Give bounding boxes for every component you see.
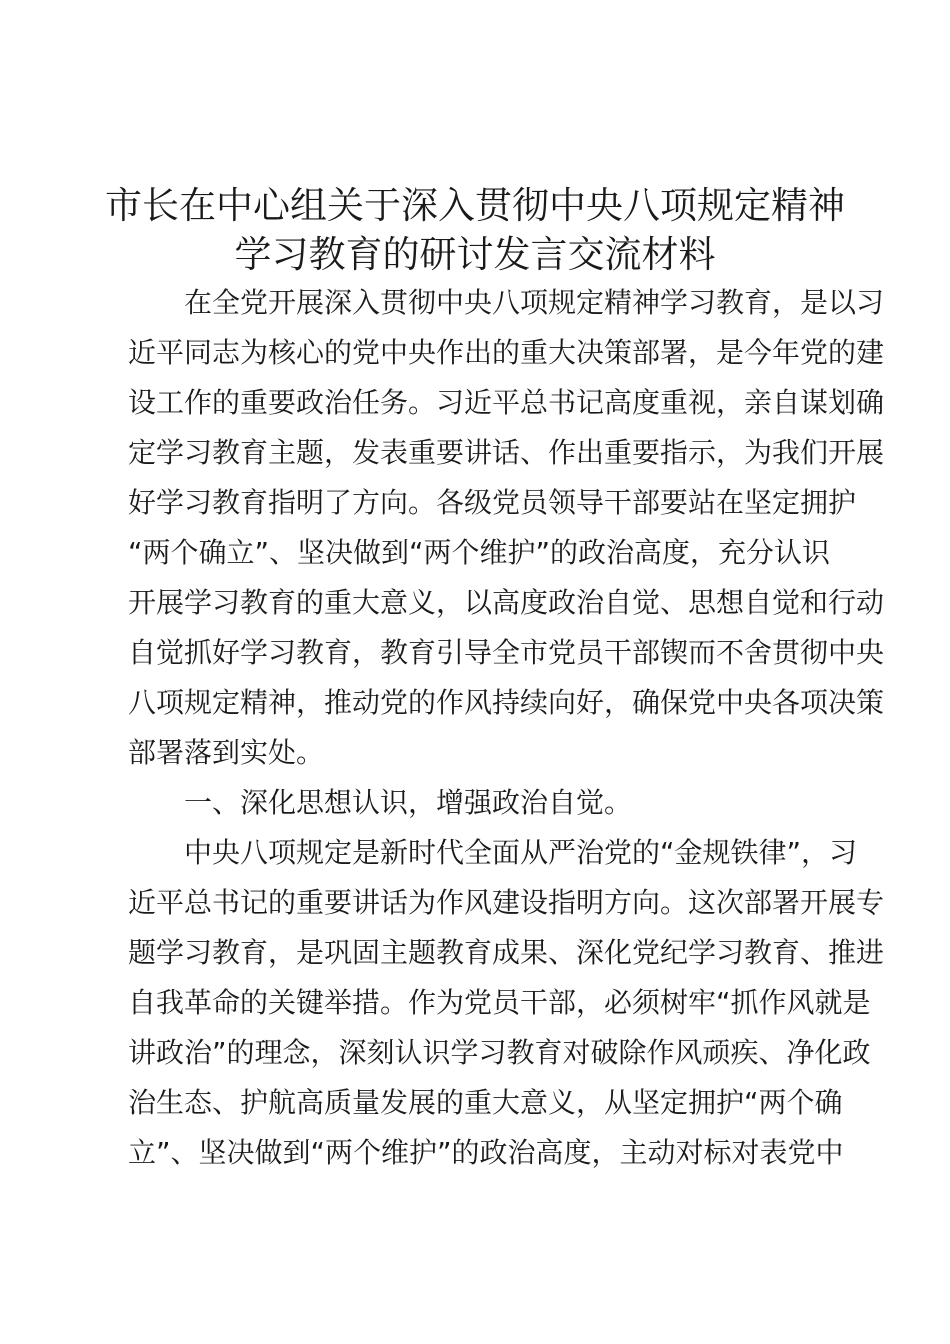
paragraph-2-line: 中央八项规定是新时代全面从严治党的“金规铁律”，习 [184, 836, 858, 869]
paragraph-1-line: 八项规定精神，推动党的作风持续向好，确保党中央各项决策 [128, 686, 885, 719]
paragraph-1-line: 近平同志为核心的党中央作出的重大决策部署，是今年党的建 [128, 336, 885, 369]
paragraph-1-line: 开展学习教育的重大意义，以高度政治自觉、思想自觉和行动 [128, 586, 885, 619]
paragraph-1-line: 设工作的重要政治任务。习近平总书记高度重视，亲自谋划确 [128, 386, 885, 419]
paragraph-2-line: 治生态、护航高质量发展的重大意义，从坚定拥护“两个确 [128, 1086, 843, 1119]
document-title-line-2: 学习教育的研讨发言交流材料 [234, 233, 716, 276]
paragraph-2-line: 题学习教育，是巩固主题教育成果、深化党纪学习教育、推进 [128, 936, 885, 969]
paragraph-2-line: 讲政治”的理念，深刻认识学习教育对破除作风顽疾、净化政 [128, 1036, 871, 1069]
document-title-line-1: 市长在中心组关于深入贯彻中央八项规定精神 [105, 184, 845, 227]
paragraph-1-line: 自觉抓好学习教育，教育引导全市党员干部锲而不舍贯彻中央 [128, 636, 885, 669]
section-heading: 一、深化思想认识，增强政治自觉。 [184, 786, 633, 819]
paragraph-2-line: 自我革命的关键举措。作为党员干部，必须树牢“抓作风就是 [128, 986, 871, 1019]
paragraph-2-line: 近平总书记的重要讲话为作风建设指明方向。这次部署开展专 [128, 886, 885, 919]
paragraph-1-line: 好学习教育指明了方向。各级党员领导干部要站在坚定拥护 [128, 486, 857, 519]
paragraph-2-line: 立”、坚决做到“两个维护”的政治高度，主动对标对表党中 [128, 1136, 844, 1169]
paragraph-1-line: 部署落到实处。 [128, 736, 325, 769]
paragraph-1-line: 在全党开展深入贯彻中央八项规定精神学习教育，是以习 [184, 286, 885, 319]
paragraph-1-line: “两个确立”、坚决做到“两个维护”的政治高度，充分认识 [128, 536, 831, 569]
paragraph-1-line: 定学习教育主题，发表重要讲话、作出重要指示，为我们开展 [128, 436, 885, 469]
